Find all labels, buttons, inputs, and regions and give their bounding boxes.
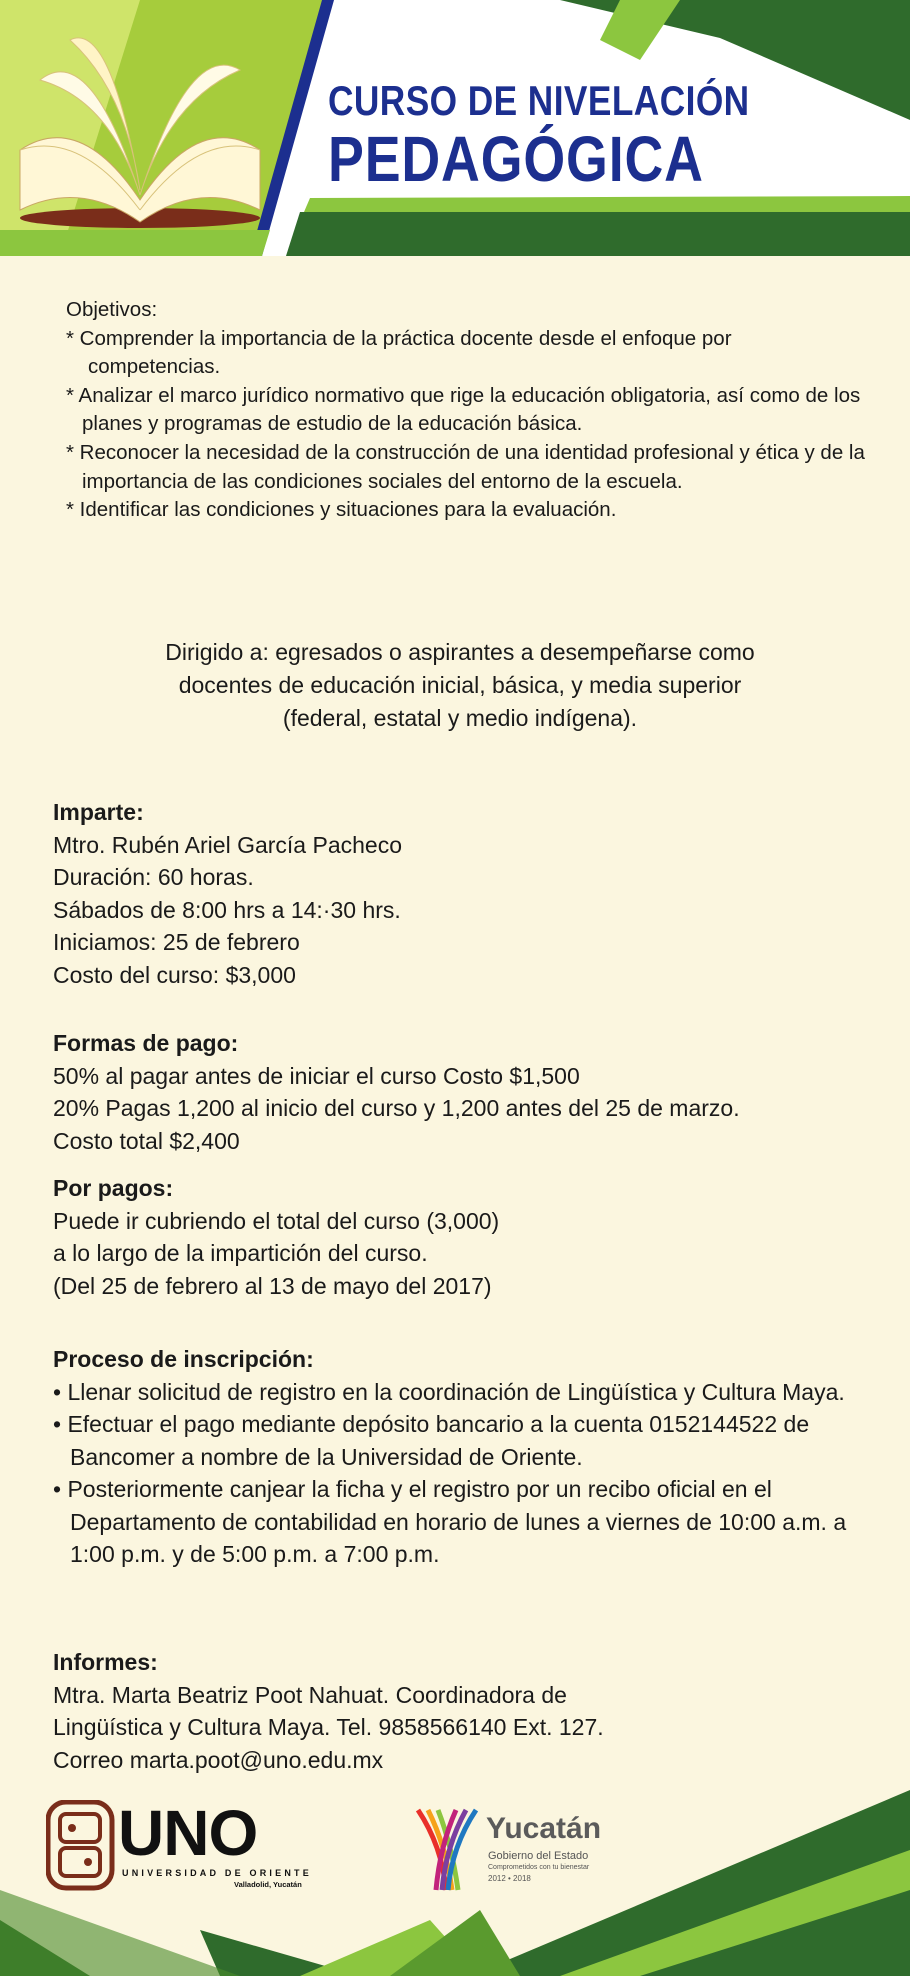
imparte-line: Costo del curso: $3,000 <box>53 961 296 988</box>
uno-logo <box>46 1797 312 1894</box>
uno-subtitle: UNIVERSIDAD DE ORIENTE <box>122 1868 312 1878</box>
imparte-line: Mtro. Rubén Ariel García Pacheco <box>53 831 402 858</box>
objetivo-item: * Comprender la importancia de la práctica docente desde el enfoque por competencias. <box>66 326 732 379</box>
objetivo-item: * Analizar el marco jurídico normativo que rige la educación obligatoria, así como de los planes y programas de estudio de la educación básica. <box>66 383 861 436</box>
informes-line: Correo marta.poot@uno.edu.mx <box>53 1746 384 1773</box>
objetivo-item: * Reconocer la necesidad de la construcción de una identidad profesional y ética y de la importancia de las condiciones sociales del entorno de la escuela. <box>66 440 865 493</box>
dirigido-line: Dirigido a: egresados o aspirantes a desempeñarse como <box>165 639 755 665</box>
proceso-section <box>53 1343 890 1571</box>
por-pagos-line: a lo largo de la impartición del curso. <box>53 1240 428 1266</box>
por-pagos-heading: Por pagos: <box>53 1175 174 1201</box>
dirigido-line: docentes de educación inicial, básica, y media superior <box>178 672 742 698</box>
por-pagos-line: (Del 25 de febrero al 13 de mayo del 2017) <box>53 1272 492 1299</box>
formas-pago-line: Costo total $2,400 <box>53 1127 240 1154</box>
objetivo-item: * Identificar las condiciones y situaciones para la evaluación. <box>66 498 617 522</box>
yucatan-ribbon-icon <box>412 1806 482 1896</box>
page-title <box>328 78 750 194</box>
title-line-1: CURSO DE NIVELACIÓN <box>328 77 750 124</box>
imparte-line: Duración: 60 horas. <box>53 864 254 890</box>
yucatan-logo <box>412 1806 612 1896</box>
title-line-2: PEDAGÓGICA <box>328 123 704 195</box>
yucatan-wordmark: Yucatán <box>486 1812 602 1845</box>
imparte-section <box>53 796 402 991</box>
formas-pago-section <box>53 1027 740 1157</box>
por-pagos-section <box>53 1172 499 1302</box>
informes-heading: Informes: <box>53 1649 158 1675</box>
dirigido-line: (federal, estatal y medio indígena). <box>282 705 638 731</box>
imparte-line: Iniciamos: 25 de febrero <box>53 929 300 955</box>
header-banner <box>0 0 910 256</box>
proceso-heading: Proceso de inscripción: <box>53 1346 314 1372</box>
objetivos-section <box>66 296 866 525</box>
imparte-heading: Imparte: <box>53 799 144 825</box>
informes-line: Mtra. Marta Beatriz Poot Nahuat. Coordinadora de <box>53 1681 567 1708</box>
imparte-line: Sábados de 8:00 hrs a 14:·30 hrs. <box>53 896 401 923</box>
uno-wordmark: UNO <box>118 1797 258 1869</box>
por-pagos-line: Puede ir cubriendo el total del curso (3,000) <box>53 1207 500 1234</box>
dirigido-section <box>110 636 810 735</box>
objetivos-label: Objetivos: <box>66 298 158 321</box>
yucatan-tagline: Comprometidos con tu bienestar <box>488 1864 590 1871</box>
informes-line: Lingüística y Cultura Maya. Tel. 9858566140 Ext. 127. <box>53 1714 604 1740</box>
formas-pago-line: 50% al pagar antes de iniciar el curso Costo $1,500 <box>53 1062 580 1089</box>
yucatan-years: 2012 • 2018 <box>488 1874 531 1883</box>
proceso-item: • Efectuar el pago mediante depósito bancario a la cuenta 0152144522 de Bancomer a nombre de la Universidad de Oriente. <box>53 1411 810 1470</box>
formas-pago-line: 20% Pagas 1,200 al inicio del curso y 1,200 antes del 25 de marzo. <box>53 1095 740 1121</box>
yucatan-subtitle: Gobierno del Estado <box>488 1850 589 1862</box>
uno-location: Valladolid, Yucatán <box>234 1880 302 1889</box>
informes-section <box>53 1646 604 1776</box>
proceso-item: • Llenar solicitud de registro en la coordinación de Lingüística y Cultura Maya. <box>53 1378 845 1405</box>
proceso-item: • Posteriormente canjear la ficha y el registro por un recibo oficial en el Departamento de contabilidad en horario de lunes a viernes de 10:00 a.m. a 1:00 p.m. y de 5:00 p.m. a 7:00 p.m. <box>53 1476 847 1567</box>
formas-pago-heading: Formas de pago: <box>53 1030 239 1056</box>
maya-glyph-icon <box>46 1800 116 1892</box>
